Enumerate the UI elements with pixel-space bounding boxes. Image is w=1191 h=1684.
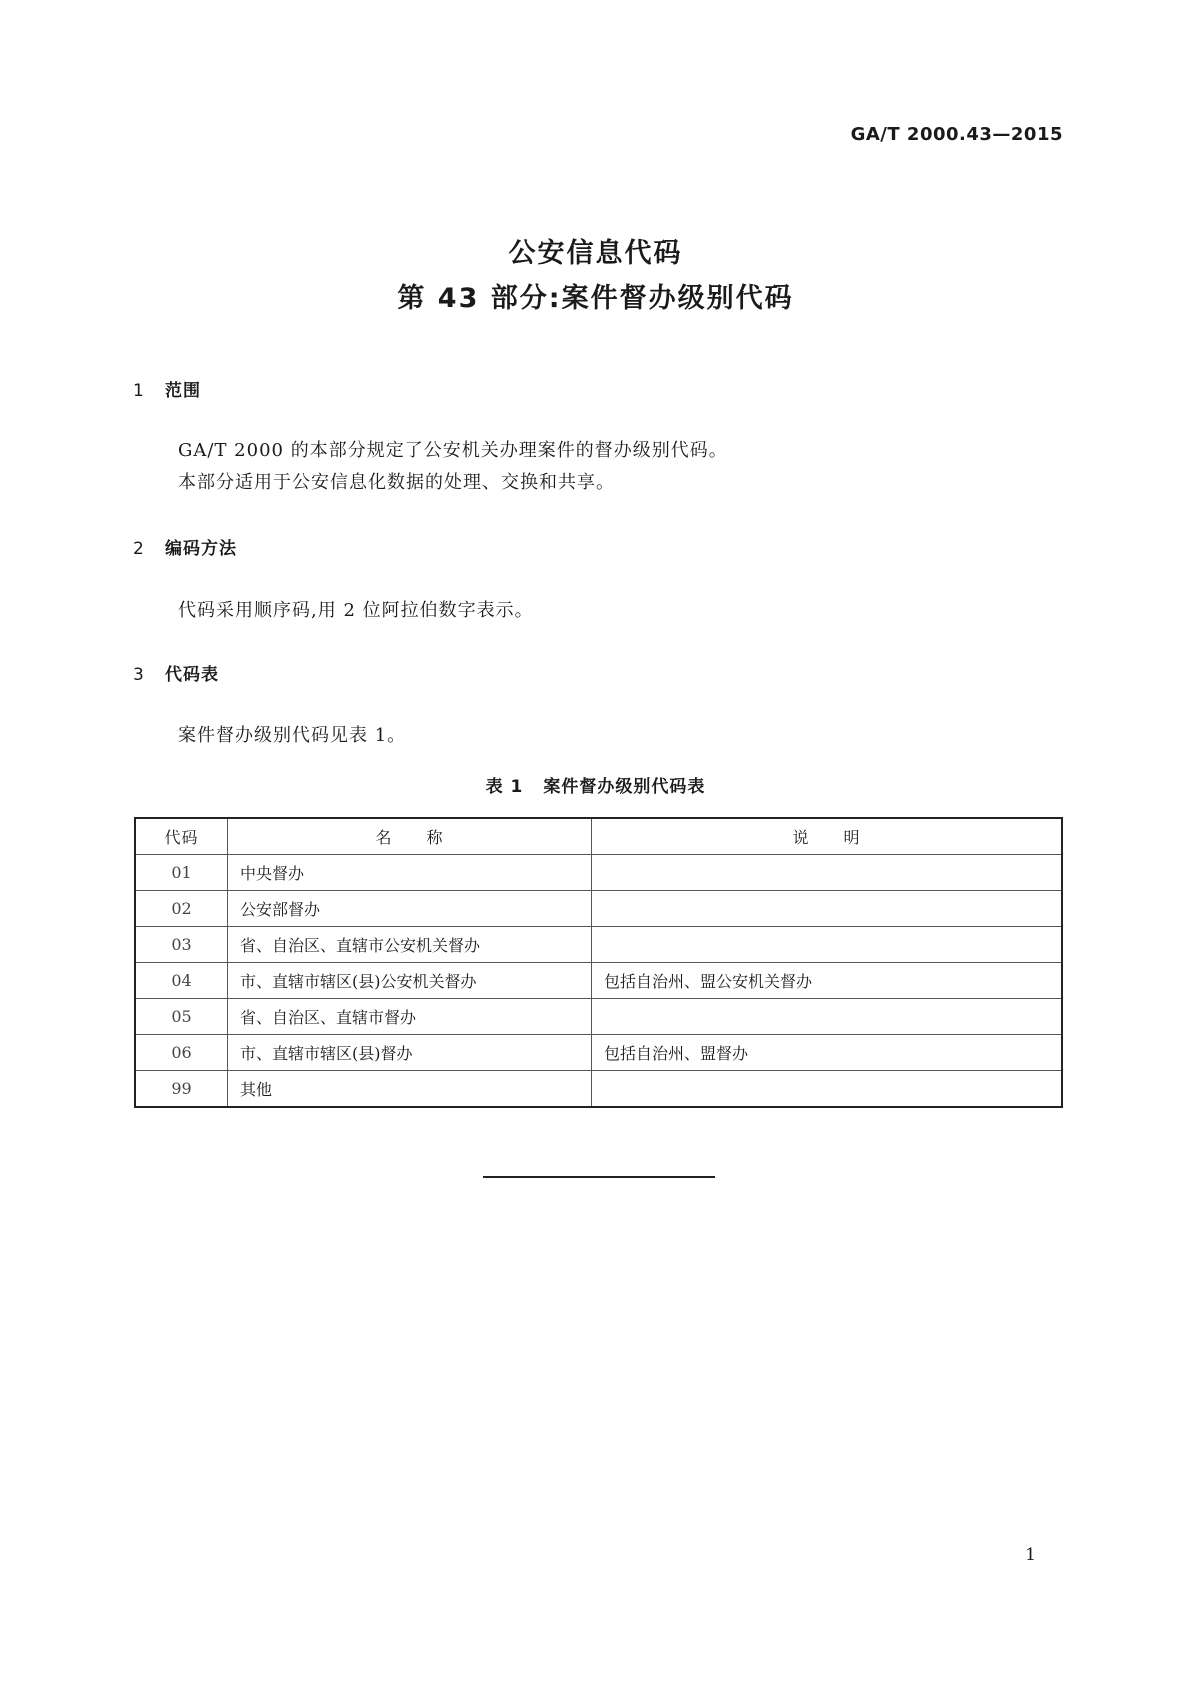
cell-note (592, 999, 1063, 1035)
header-code: 代码 (135, 818, 228, 855)
cell-name: 省、自治区、直辖市督办 (228, 999, 592, 1035)
table-caption (0, 772, 1191, 797)
cell-name: 市、直辖市辖区(县)督办 (228, 1035, 592, 1071)
code-table (134, 817, 1063, 1108)
paragraph: 代码采用顺序码,用 2 位阿拉伯数字表示。 (178, 600, 534, 621)
cell-note (592, 927, 1063, 963)
section-number: 2 (133, 539, 145, 559)
cell-code: 04 (135, 963, 228, 999)
cell-note (592, 855, 1063, 891)
cell-name: 其他 (228, 1071, 592, 1108)
section-title: 代码表 (165, 665, 219, 685)
paragraph: 本部分适用于公安信息化数据的处理、交换和共享。 (178, 472, 615, 493)
table-row (135, 891, 1062, 927)
standard-number: GA/T 2000.43—2015 (850, 124, 1063, 145)
section-title: 编码方法 (165, 539, 237, 559)
paragraph: GA/T 2000 的本部分规定了公安机关办理案件的督办级别代码。 (178, 440, 728, 461)
cell-code: 01 (135, 855, 228, 891)
section-title: 范围 (165, 381, 201, 401)
cell-note: 包括自治州、盟公安机关督办 (592, 963, 1063, 999)
cell-note (592, 1071, 1063, 1108)
cell-code: 05 (135, 999, 228, 1035)
table-row (135, 927, 1062, 963)
end-rule (483, 1176, 715, 1178)
table-row (135, 1071, 1062, 1108)
document-title: 公安信息代码 (508, 238, 683, 269)
page-number: 1 (1025, 1545, 1036, 1565)
section-heading-code-table (133, 660, 219, 685)
paragraph: 案件督办级别代码见表 1。 (178, 725, 407, 746)
section-number: 1 (133, 381, 145, 401)
cell-note (592, 891, 1063, 927)
cell-code: 06 (135, 1035, 228, 1071)
cell-name: 省、自治区、直辖市公安机关督办 (228, 927, 592, 963)
cell-code: 03 (135, 927, 228, 963)
table-row (135, 855, 1062, 891)
table-caption-number: 表 1 (485, 777, 524, 797)
cell-name: 公安部督办 (228, 891, 592, 927)
cell-name: 中央督办 (228, 855, 592, 891)
table-row (135, 963, 1062, 999)
section-number: 3 (133, 665, 145, 685)
section-heading-coding-method (133, 534, 237, 559)
section-heading-scope (133, 376, 201, 401)
cell-name: 市、直辖市辖区(县)公安机关督办 (228, 963, 592, 999)
cell-note: 包括自治州、盟督办 (592, 1035, 1063, 1071)
cell-code: 02 (135, 891, 228, 927)
cell-code: 99 (135, 1071, 228, 1108)
header-name: 名 称 (228, 818, 592, 855)
table-header-row (135, 818, 1062, 855)
header-note: 说 明 (592, 818, 1063, 855)
table-row (135, 999, 1062, 1035)
document-subtitle: 第 43 部分:案件督办级别代码 (397, 283, 794, 314)
table-row (135, 1035, 1062, 1071)
table-caption-title: 案件督办级别代码表 (543, 777, 706, 797)
